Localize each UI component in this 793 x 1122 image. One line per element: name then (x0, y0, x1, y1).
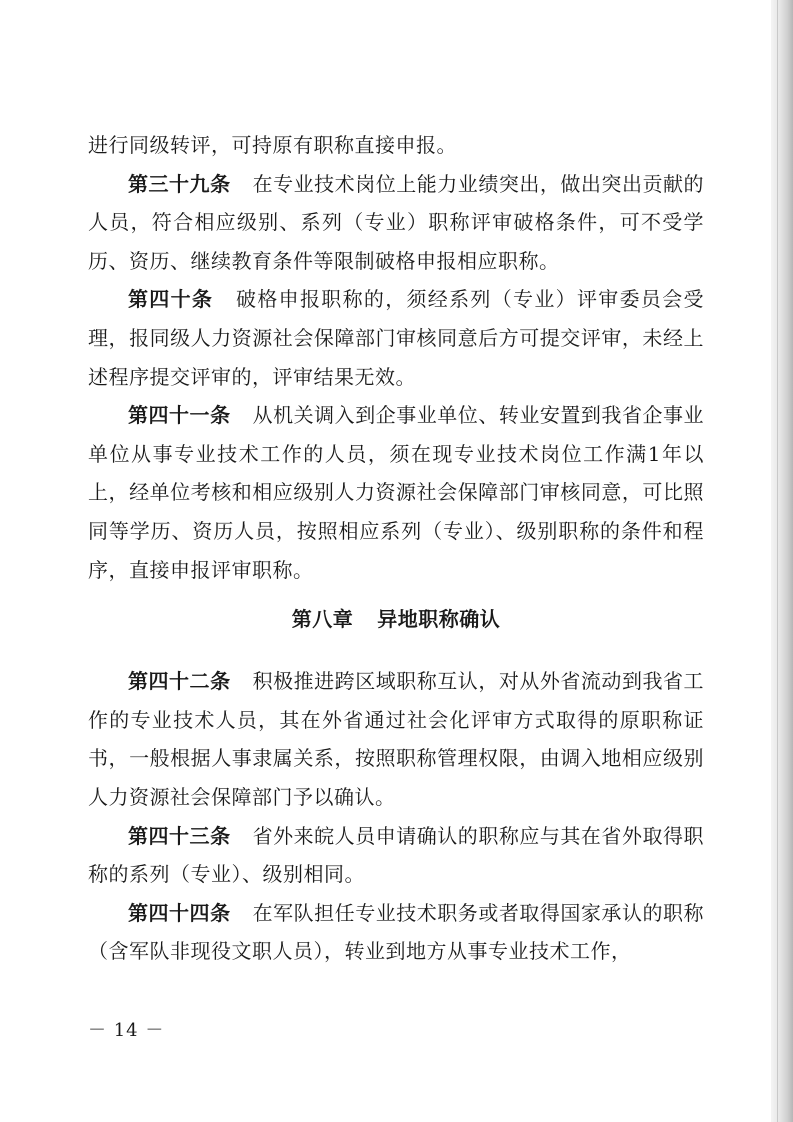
chapter-number: 第八章 (291, 607, 354, 632)
article-heading: 第四十二条 (128, 669, 231, 694)
chapter-heading (88, 589, 704, 662)
article-text: 积极推进跨区域职称互认，对从外省流动到我省工作的专业技术人员，其在外省通过社会化评审方式取得的原职称证书，一般根据人事隶属关系，按照职称管理权限，由调入地相应级别人力资源社会保障部门予以确认。 (88, 669, 705, 809)
article-heading: 第四十四条 (128, 900, 231, 925)
article-44 (88, 894, 704, 971)
paragraph-continuation: 进行同级转评，可持原有职称直接申报。 (88, 133, 457, 157)
article-heading: 第四十三条 (128, 823, 231, 848)
chapter-title: 异地职称确认 (377, 607, 501, 632)
article-41 (88, 396, 704, 589)
article-40 (88, 280, 704, 396)
article-42 (88, 662, 704, 816)
article-43 (88, 817, 704, 894)
article-heading: 第四十一条 (128, 403, 231, 428)
article-heading: 第四十条 (128, 287, 214, 312)
scanned-page-edge (771, 0, 793, 1122)
article-heading: 第三十九条 (128, 171, 231, 196)
article-text: 破格申报职称的，须经系列（专业）评审委员会受理，报同级人力资源社会保障部门审核同意后方可提交评审，未经上述程序提交评审的，评审结果无效。 (88, 287, 705, 389)
page-number: － 14 － (88, 1020, 165, 1041)
article-text: 省外来皖人员申请确认的职称应与其在省外取得职称的系列（专业）、级别相同。 (88, 823, 705, 887)
document-body (88, 126, 704, 971)
article-39 (88, 165, 704, 281)
article-text: 从机关调入到企事业单位、转业安置到我省企事业单位从事专业技术工作的人员，须在现专业技术岗位工作满1年以上，经单位考核和相应级别人力资源社会保障部门审核同意，可比照同等学历、资历人员，按照相应系列（专业）、级别职称的条件和程序，直接申报评审职称。 (88, 403, 705, 582)
article-text: 在军队担任专业技术职务或者取得国家承认的职称（含军队非现役文职人员），转业到地方从事专业技术工作， (88, 900, 705, 964)
article-text: 在专业技术岗位上能力业绩突出，做出突出贡献的人员，符合相应级别、系列（专业）职称评审破格条件，可不受学历、资历、继续教育条件等限制破格申报相应职称。 (88, 171, 705, 273)
